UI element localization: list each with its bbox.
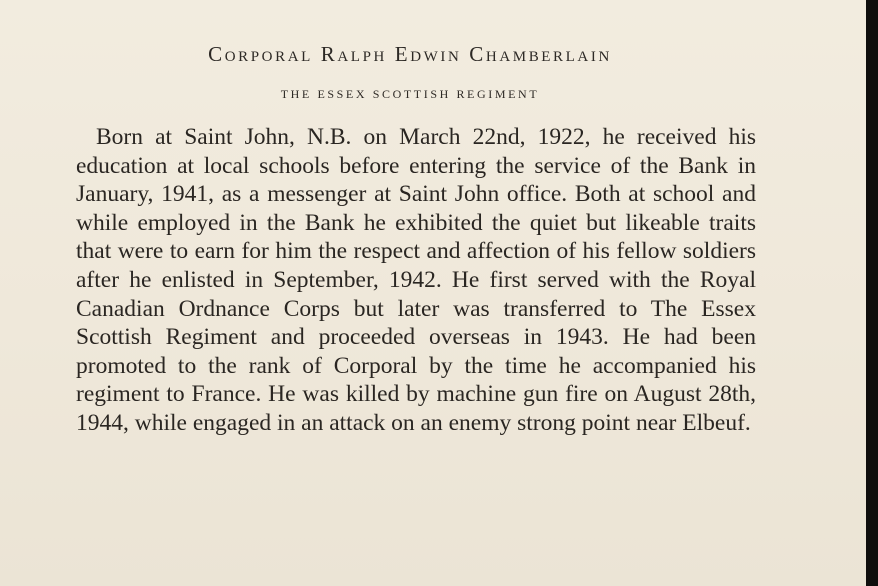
page-edge (866, 0, 878, 586)
biography-paragraph: Born at Saint John, N.B. on March 22nd, 1922, he received his education at local schools before entering the service of the Bank in January, 1941, as a messenger at Saint John office. Both at school and while employed in the Bank he exhibited the quiet but likeable traits that were to earn for him the respect and affection of his fellow soldiers after he enlisted in September, 1942. He first served with the Royal Canadian Ordnance Corps but later was transferred to The Essex Scottish Regiment and proceeded overseas in 1943. He had been promoted to the rank of Corporal by the time he accompanied his regiment to France. He was killed by machine gun fire on August 28th, 1944, while engaged in an attack on an enemy strong point near Elbeuf. (76, 124, 756, 436)
page-title: Corporal Ralph Edwin Chamberlain (208, 42, 612, 66)
regiment-subtitle: THE ESSEX SCOTTISH REGIMENT (280, 87, 540, 101)
